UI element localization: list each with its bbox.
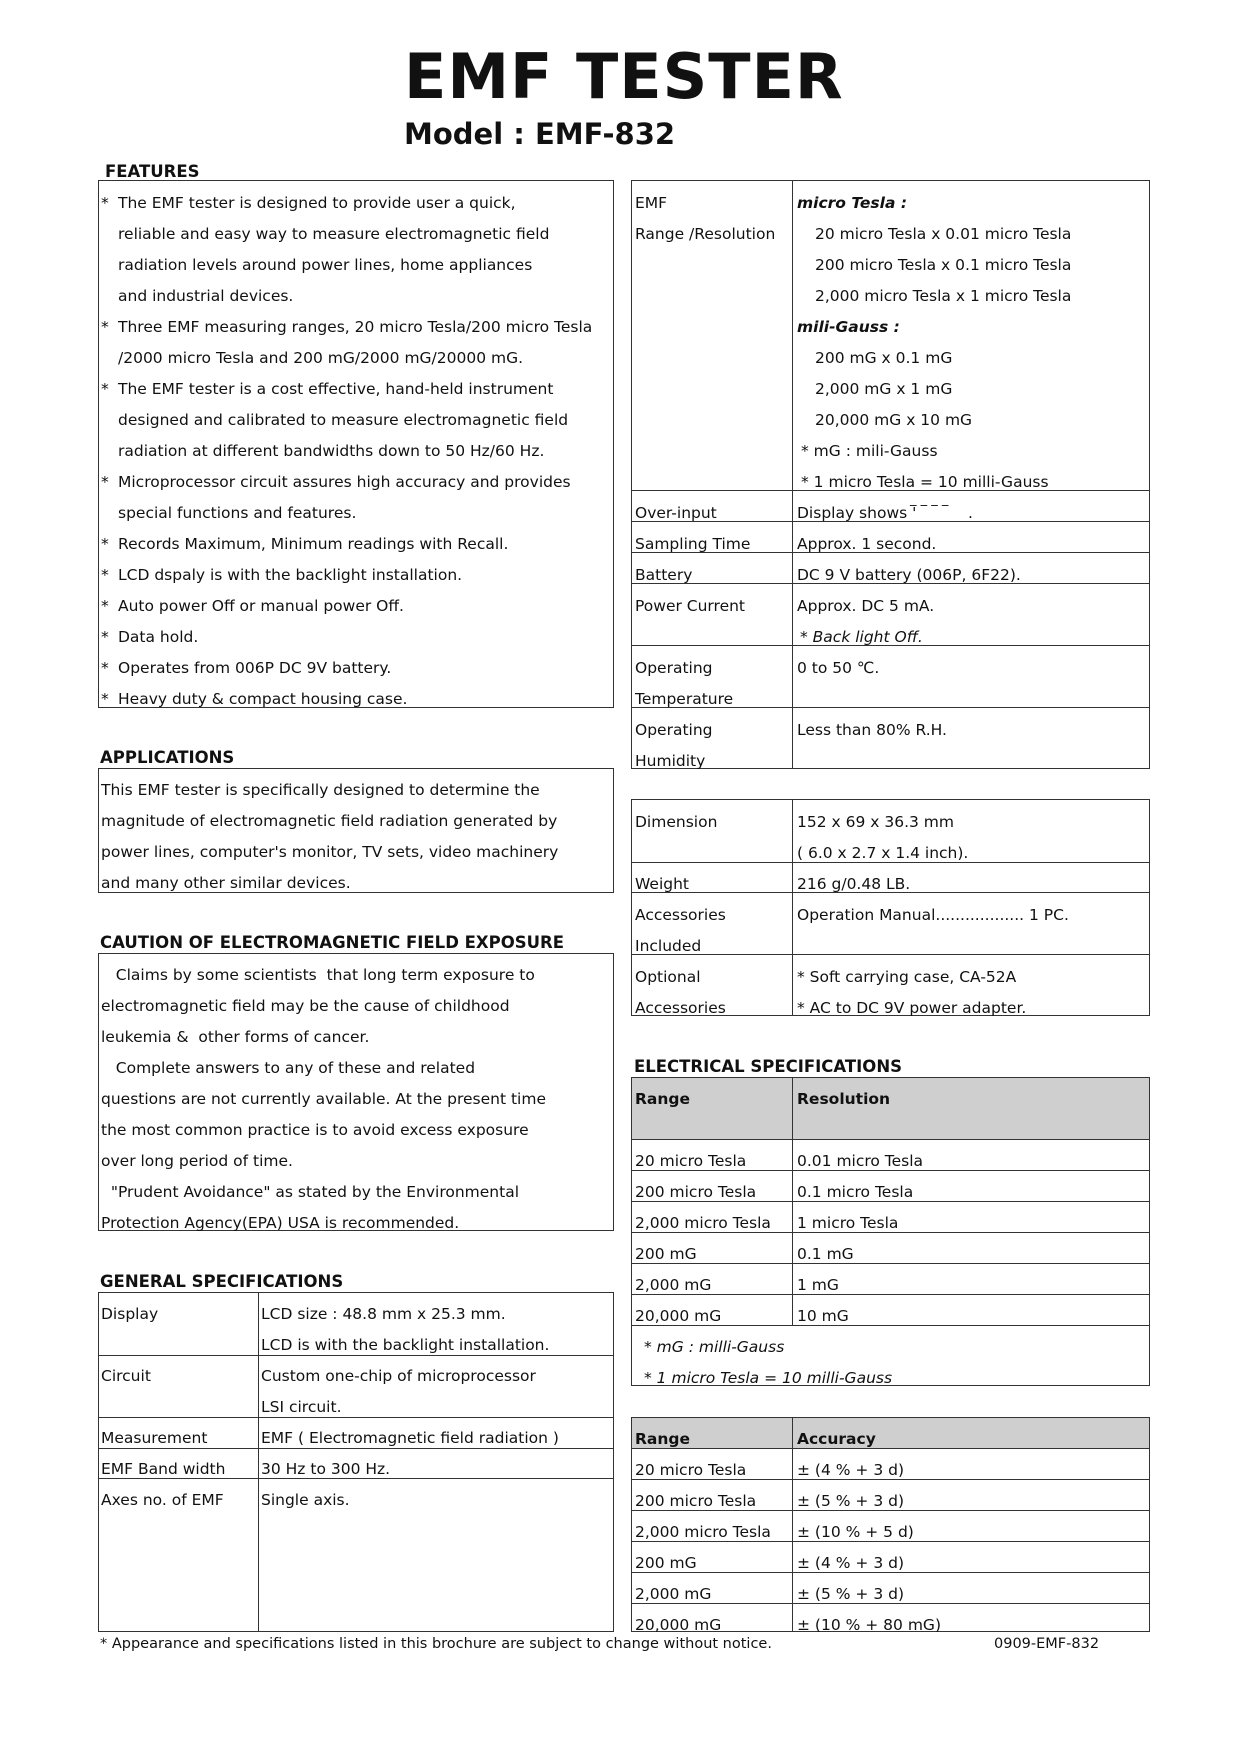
footer-document-code: 0909-EMF-832 bbox=[994, 1636, 1100, 1652]
caution-line: over long period of time. bbox=[101, 1152, 293, 1170]
resolution-range-cell: 2,000 mG bbox=[635, 1276, 712, 1294]
resolution-note: * mG : milli-Gauss bbox=[644, 1338, 785, 1356]
power-current-note: * Back light Off. bbox=[800, 628, 923, 646]
feature-line: /2000 micro Tesla and 200 mG/2000 mG/20000 mG. bbox=[118, 349, 524, 367]
feature-line: reliable and easy way to measure electromagnetic field bbox=[118, 225, 550, 243]
resolution-range-cell: 2,000 micro Tesla bbox=[635, 1214, 771, 1232]
accuracy-header-range: Range bbox=[635, 1430, 691, 1448]
spec-value: EMF ( Electromagnetic field radiation ) bbox=[261, 1429, 559, 1447]
caution-line: Protection Agency(EPA) USA is recommended. bbox=[101, 1214, 460, 1232]
applications-line: This EMF tester is specifically designed to determine the bbox=[101, 781, 540, 799]
accuracy-range-cell: 200 mG bbox=[635, 1554, 697, 1572]
spec-value: LCD is with the backlight installation. bbox=[261, 1336, 550, 1354]
spec-value: ( 6.0 x 2.7 x 1.4 inch). bbox=[797, 844, 969, 862]
footer-disclaimer: * Appearance and specifications listed in this brochure are subject to change without notice. bbox=[100, 1636, 772, 1652]
emf-range-tesla: 2,000 micro Tesla x 1 micro Tesla bbox=[815, 287, 1072, 305]
document-title: EMF TESTER bbox=[404, 40, 844, 113]
feature-line: radiation at different bandwidths down to 50 Hz/60 Hz. bbox=[118, 442, 545, 460]
accuracy-value-cell: ± (5 % + 3 d) bbox=[797, 1492, 904, 1510]
caution-line: questions are not currently available. At the present time bbox=[101, 1090, 546, 1108]
caution-heading: CAUTION OF ELECTROMAGNETIC FIELD EXPOSURE bbox=[100, 933, 565, 952]
resolution-value-cell: 0.1 mG bbox=[797, 1245, 854, 1263]
caution-line: Claims by some scientists that long term exposure to bbox=[101, 966, 535, 984]
emf-range-gauss: 2,000 mG x 1 mG bbox=[815, 380, 953, 398]
features-heading: FEATURES bbox=[105, 162, 200, 181]
spec-label: Accessories bbox=[635, 906, 726, 924]
feature-bullet: * bbox=[101, 473, 109, 491]
spec-label: Humidity bbox=[635, 752, 706, 770]
spec-label: Included bbox=[635, 937, 702, 955]
feature-line: The EMF tester is designed to provide user a quick, bbox=[118, 194, 516, 212]
emf-range-gauss: 20,000 mG x 10 mG bbox=[815, 411, 973, 429]
accuracy-range-cell: 200 micro Tesla bbox=[635, 1492, 757, 1510]
spec-label: Dimension bbox=[635, 813, 718, 831]
feature-bullet: * bbox=[101, 628, 109, 646]
caution-line: electromagnetic field may be the cause of childhood bbox=[101, 997, 510, 1015]
resolution-range-cell: 200 micro Tesla bbox=[635, 1183, 757, 1201]
over-input-value-end: . bbox=[968, 504, 973, 522]
spec-value: Custom one-chip of microprocessor bbox=[261, 1367, 536, 1385]
feature-bullet: * bbox=[101, 194, 109, 212]
spec-value: 30 Hz to 300 Hz. bbox=[261, 1460, 391, 1478]
feature-line: special functions and features. bbox=[118, 504, 357, 522]
spec-value: Single axis. bbox=[261, 1491, 350, 1509]
accuracy-header-accuracy: Accuracy bbox=[797, 1430, 876, 1448]
spec-value: LCD size : 48.8 mm x 25.3 mm. bbox=[261, 1305, 506, 1323]
spec-label: Battery bbox=[635, 566, 693, 584]
accuracy-range-cell: 20 micro Tesla bbox=[635, 1461, 747, 1479]
spec-label: Display bbox=[101, 1305, 159, 1323]
applications-line: and many other similar devices. bbox=[101, 874, 351, 892]
feature-bullet: * bbox=[101, 566, 109, 584]
spec-value: 0 to 50 ℃. bbox=[797, 659, 880, 677]
emf-range-gauss: 200 mG x 0.1 mG bbox=[815, 349, 953, 367]
caution-line: leukemia & other forms of cancer. bbox=[101, 1028, 370, 1046]
spec-label: Circuit bbox=[101, 1367, 151, 1385]
accuracy-value-cell: ± (4 % + 3 d) bbox=[797, 1461, 904, 1479]
spec-label: Axes no. of EMF bbox=[101, 1491, 224, 1509]
applications-line: power lines, computer's monitor, TV sets, video machinery bbox=[101, 843, 559, 861]
resolution-value-cell: 1 micro Tesla bbox=[797, 1214, 899, 1232]
emf-note: * mG : mili-Gauss bbox=[801, 442, 938, 460]
accuracy-value-cell: ± (5 % + 3 d) bbox=[797, 1585, 904, 1603]
spec-label: Temperature bbox=[635, 690, 734, 708]
feature-line: Microprocessor circuit assures high accuracy and provides bbox=[118, 473, 571, 491]
mili-gauss-heading: mili-Gauss : bbox=[797, 318, 900, 336]
spec-value: * Soft carrying case, CA-52A bbox=[797, 968, 1017, 986]
feature-line: radiation levels around power lines, home appliances bbox=[118, 256, 533, 274]
feature-line: and industrial devices. bbox=[118, 287, 294, 305]
feature-line: The EMF tester is a cost effective, hand-held instrument bbox=[118, 380, 554, 398]
resolution-header-range: Range bbox=[635, 1090, 691, 1108]
spec-label: Weight bbox=[635, 875, 690, 893]
feature-bullet: * bbox=[101, 659, 109, 677]
resolution-value-cell: 0.1 micro Tesla bbox=[797, 1183, 914, 1201]
feature-line: LCD dspaly is with the backlight installation. bbox=[118, 566, 463, 584]
spec-value: * AC to DC 9V power adapter. bbox=[797, 999, 1027, 1017]
over-input-value: Display shows ' bbox=[797, 504, 917, 522]
spec-label: Accessories bbox=[635, 999, 726, 1017]
feature-line: Data hold. bbox=[118, 628, 199, 646]
feature-bullet: * bbox=[101, 380, 109, 398]
applications-heading: APPLICATIONS bbox=[100, 748, 235, 767]
feature-bullet: * bbox=[101, 535, 109, 553]
spec-value: Less than 80% R.H. bbox=[797, 721, 947, 739]
spec-label: Over-input bbox=[635, 504, 717, 522]
resolution-value-cell: 10 mG bbox=[797, 1307, 849, 1325]
general-specs-heading: GENERAL SPECIFICATIONS bbox=[100, 1272, 344, 1291]
spec-value: 216 g/0.48 LB. bbox=[797, 875, 911, 893]
caution-line: "Prudent Avoidance" as stated by the Environmental bbox=[101, 1183, 520, 1201]
resolution-range-cell: 20 micro Tesla bbox=[635, 1152, 747, 1170]
feature-line: designed and calibrated to measure electromagnetic field bbox=[118, 411, 569, 429]
spec-label: Sampling Time bbox=[635, 535, 751, 553]
spec-label: Power Current bbox=[635, 597, 746, 615]
feature-line: Auto power Off or manual power Off. bbox=[118, 597, 404, 615]
accuracy-value-cell: ± (10 % + 80 mG) bbox=[797, 1616, 941, 1634]
emf-note: * 1 micro Tesla = 10 milli-Gauss bbox=[801, 473, 1049, 491]
resolution-range-cell: 20,000 mG bbox=[635, 1307, 722, 1325]
model-number: Model : EMF-832 bbox=[404, 117, 676, 151]
spec-value: DC 9 V battery (006P, 6F22). bbox=[797, 566, 1021, 584]
spec-value: LSI circuit. bbox=[261, 1398, 342, 1416]
table-rule bbox=[631, 1263, 1150, 1264]
feature-line: Three EMF measuring ranges, 20 micro Tesla/200 micro Tesla bbox=[118, 318, 593, 336]
over-input-dashes: _ _ _ _ bbox=[910, 492, 949, 507]
feature-bullet: * bbox=[101, 318, 109, 336]
spec-value: Approx. DC 5 mA. bbox=[797, 597, 935, 615]
feature-bullet: * bbox=[101, 597, 109, 615]
spec-label: Measurement bbox=[101, 1429, 208, 1447]
feature-line: Operates from 006P DC 9V battery. bbox=[118, 659, 392, 677]
feature-bullet: * bbox=[101, 690, 109, 708]
spec-value: 152 x 69 x 36.3 mm bbox=[797, 813, 954, 831]
electrical-specs-heading: ELECTRICAL SPECIFICATIONS bbox=[634, 1057, 903, 1076]
table-rule bbox=[631, 1139, 1150, 1140]
resolution-value-cell: 1 mG bbox=[797, 1276, 839, 1294]
resolution-note: * 1 micro Tesla = 10 milli-Gauss bbox=[644, 1369, 893, 1387]
applications-line: magnitude of electromagnetic field radiation generated by bbox=[101, 812, 558, 830]
spec-value: Approx. 1 second. bbox=[797, 535, 937, 553]
spec-label-emf: Range /Resolution bbox=[635, 225, 776, 243]
accuracy-value-cell: ± (10 % + 5 d) bbox=[797, 1523, 914, 1541]
micro-tesla-heading: micro Tesla : bbox=[797, 194, 908, 212]
accuracy-range-cell: 2,000 mG bbox=[635, 1585, 712, 1603]
resolution-value-cell: 0.01 micro Tesla bbox=[797, 1152, 924, 1170]
caution-line: Complete answers to any of these and related bbox=[101, 1059, 476, 1077]
resolution-range-cell: 200 mG bbox=[635, 1245, 697, 1263]
spec-label: Operating bbox=[635, 659, 713, 677]
spec-label: Optional bbox=[635, 968, 701, 986]
spec-label-emf: EMF bbox=[635, 194, 668, 212]
spec-value: Operation Manual.................. 1 PC. bbox=[797, 906, 1069, 924]
emf-range-tesla: 20 micro Tesla x 0.01 micro Tesla bbox=[815, 225, 1072, 243]
spec-label: EMF Band width bbox=[101, 1460, 226, 1478]
accuracy-range-cell: 20,000 mG bbox=[635, 1616, 722, 1634]
spec-label: Operating bbox=[635, 721, 713, 739]
accuracy-range-cell: 2,000 micro Tesla bbox=[635, 1523, 771, 1541]
caution-line: the most common practice is to avoid excess exposure bbox=[101, 1121, 529, 1139]
table-rule bbox=[631, 1448, 1150, 1449]
accuracy-value-cell: ± (4 % + 3 d) bbox=[797, 1554, 904, 1572]
feature-line: Heavy duty & compact housing case. bbox=[118, 690, 408, 708]
feature-line: Records Maximum, Minimum readings with Recall. bbox=[118, 535, 509, 553]
resolution-header-resolution: Resolution bbox=[797, 1090, 891, 1108]
emf-range-tesla: 200 micro Tesla x 0.1 micro Tesla bbox=[815, 256, 1072, 274]
